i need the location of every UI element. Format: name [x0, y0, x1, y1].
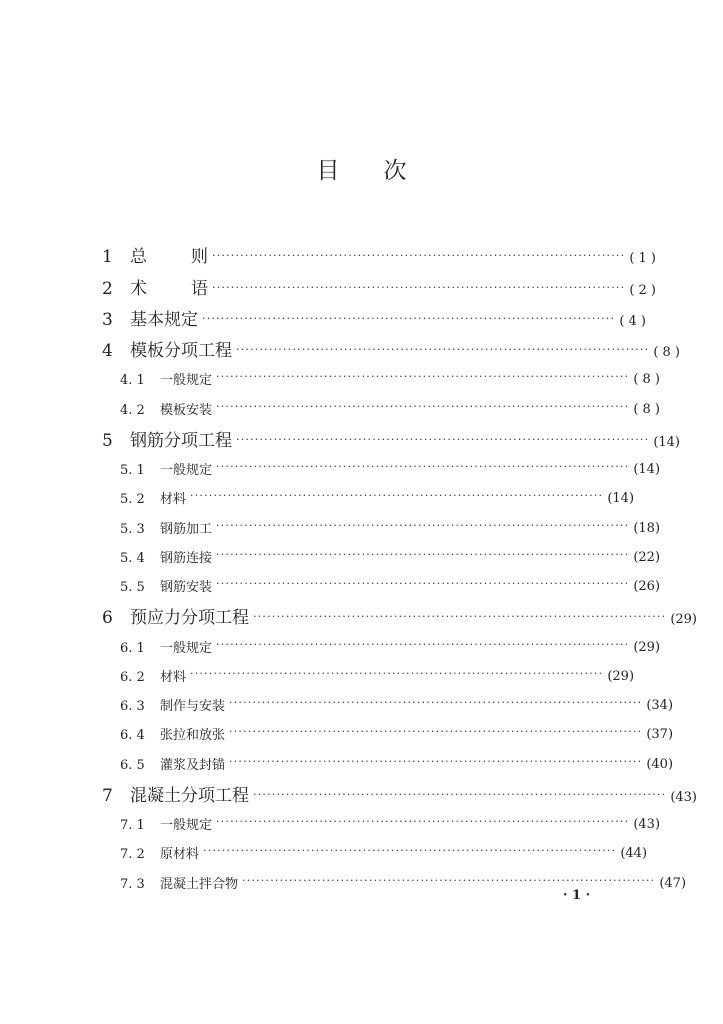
entry-page: (29) [607, 668, 635, 684]
toc-entry[interactable] [102, 570, 661, 599]
entry-number: 6. 4 [120, 728, 145, 744]
leader-dots: ························································································ [253, 787, 667, 801]
entry-page: (26) [633, 579, 661, 594]
entry-page: (44) [620, 846, 648, 862]
entry-number: 4. 1 [120, 373, 145, 389]
toc-entry[interactable] [102, 332, 680, 363]
entry-number: 1 [102, 247, 113, 268]
entry-page: (47) [659, 875, 687, 891]
entry-number: 2 [102, 278, 113, 299]
toc-entry[interactable] [102, 422, 680, 453]
leader-dots: ························································································ [212, 249, 626, 263]
entry-page: ( 2 ) [629, 282, 656, 298]
entry-label: 混凝土分项工程 [130, 785, 249, 806]
entry-number: 6. 2 [120, 669, 145, 685]
entry-number: 6 [102, 608, 113, 629]
entry-label: 一般规定 [160, 463, 213, 478]
toc-entry[interactable] [102, 392, 661, 421]
entry-page: ( 8 ) [633, 372, 661, 388]
title-char-1: 目 [316, 158, 340, 184]
toc-entry[interactable] [102, 599, 697, 630]
leader-dots: ························································································ [216, 547, 630, 561]
entry-label: 一般规定 [160, 373, 213, 389]
entry-page: (29) [670, 612, 697, 628]
leader-dots: ························································································ [236, 432, 650, 446]
page-number: · 1 · [563, 888, 591, 903]
leader-dots: ························································································ [202, 311, 616, 325]
toc-entry[interactable] [102, 511, 661, 540]
entry-number: 7. 3 [120, 876, 145, 892]
entry-label: 总 则 [130, 247, 208, 268]
entry-label: 制作与安装 [160, 699, 226, 714]
entry-page: (43) [670, 789, 697, 805]
entry-label: 材料 [160, 669, 187, 685]
entry-label: 预应力分项工程 [130, 608, 249, 629]
entry-number: 7. 1 [120, 818, 145, 833]
entry-label: 灌浆及封锚 [160, 757, 226, 773]
entry-label: 材料 [160, 492, 187, 508]
toc-entry[interactable] [102, 269, 656, 300]
entry-label: 钢筋分项工程 [130, 430, 232, 451]
toc-entry[interactable] [102, 747, 674, 776]
entry-page: (40) [646, 756, 674, 772]
leader-dots: ························································································ [216, 577, 630, 590]
entry-page: (29) [633, 639, 661, 655]
entry-page: (34) [646, 698, 674, 713]
entry-page: ( 8 ) [653, 345, 680, 360]
entry-number: 5. 1 [120, 463, 145, 478]
title-char-2: 次 [383, 158, 407, 184]
toc-entry[interactable] [102, 777, 697, 808]
leader-dots: ························································································ [236, 343, 650, 356]
entry-page: (43) [633, 817, 661, 832]
toc-entry[interactable] [102, 718, 674, 747]
leader-dots: ························································································ [253, 610, 667, 624]
toc-entry[interactable] [102, 453, 661, 482]
leader-dots: ························································································ [216, 637, 630, 651]
entry-number: 6. 1 [120, 640, 145, 656]
leader-dots: ························································································ [212, 280, 626, 294]
entry-number: 3 [102, 309, 113, 330]
entry-page: (14) [653, 434, 680, 450]
page-title [0, 152, 723, 185]
leader-dots: ························································································ [190, 666, 604, 680]
entry-number: 7. 2 [120, 847, 145, 863]
toc-entry[interactable] [102, 630, 661, 659]
entry-number: 7 [102, 785, 113, 806]
leader-dots: ························································································ [216, 518, 630, 532]
toc-entry[interactable] [102, 482, 635, 511]
entry-page: (22) [633, 549, 661, 565]
entry-label: 混凝土拌合物 [160, 876, 239, 892]
toc-entry[interactable] [102, 808, 661, 837]
entry-number: 5. 4 [120, 550, 145, 566]
entry-label: 模板安装 [160, 402, 213, 418]
toc-entry[interactable] [102, 541, 661, 570]
entry-number: 5. 2 [120, 492, 145, 508]
entry-page: (14) [607, 491, 635, 507]
leader-dots: ························································································ [190, 489, 604, 503]
toc-entry[interactable] [102, 301, 646, 332]
entry-label: 钢筋加工 [160, 521, 213, 537]
entry-label: 模板分项工程 [130, 341, 232, 361]
entry-number: 6. 5 [120, 757, 145, 773]
leader-dots: ························································································ [242, 873, 656, 887]
leader-dots: ························································································ [216, 460, 630, 473]
entry-page: ( 4 ) [619, 313, 646, 329]
leader-dots: ························································································ [203, 844, 617, 858]
entry-number: 5. 5 [120, 580, 145, 595]
toc-entry[interactable] [102, 363, 661, 392]
leader-dots: ························································································ [216, 815, 630, 828]
toc-entry[interactable] [102, 837, 648, 866]
entry-number: 6. 3 [120, 699, 145, 714]
entry-label: 术 语 [130, 278, 208, 299]
leader-dots: ························································································ [229, 754, 643, 768]
entry-number: 4. 2 [120, 402, 145, 418]
entry-label: 基本规定 [130, 309, 198, 330]
entry-label: 原材料 [160, 847, 200, 863]
entry-label: 一般规定 [160, 818, 213, 833]
entry-label: 钢筋连接 [160, 550, 213, 566]
toc-entry[interactable] [102, 689, 674, 718]
entry-number: 5 [102, 430, 113, 451]
toc-entry[interactable] [102, 866, 687, 895]
toc-entry[interactable] [102, 660, 635, 689]
leader-dots: ························································································ [229, 696, 643, 709]
entry-label: 一般规定 [160, 640, 213, 656]
entry-page: ( 1 ) [629, 251, 656, 267]
leader-dots: ························································································ [229, 725, 643, 739]
toc-entry[interactable] [102, 238, 656, 269]
entry-page: ( 8 ) [633, 401, 661, 417]
leader-dots: ························································································ [216, 370, 630, 384]
entry-number: 5. 3 [120, 521, 145, 537]
table-of-contents [102, 238, 697, 896]
entry-number: 4 [102, 341, 113, 361]
entry-page: (14) [633, 462, 661, 477]
leader-dots: ························································································ [216, 399, 630, 413]
entry-label: 钢筋安装 [160, 580, 213, 595]
entry-label: 张拉和放张 [160, 728, 226, 744]
entry-page: (18) [633, 520, 661, 536]
entry-page: (37) [646, 727, 674, 743]
